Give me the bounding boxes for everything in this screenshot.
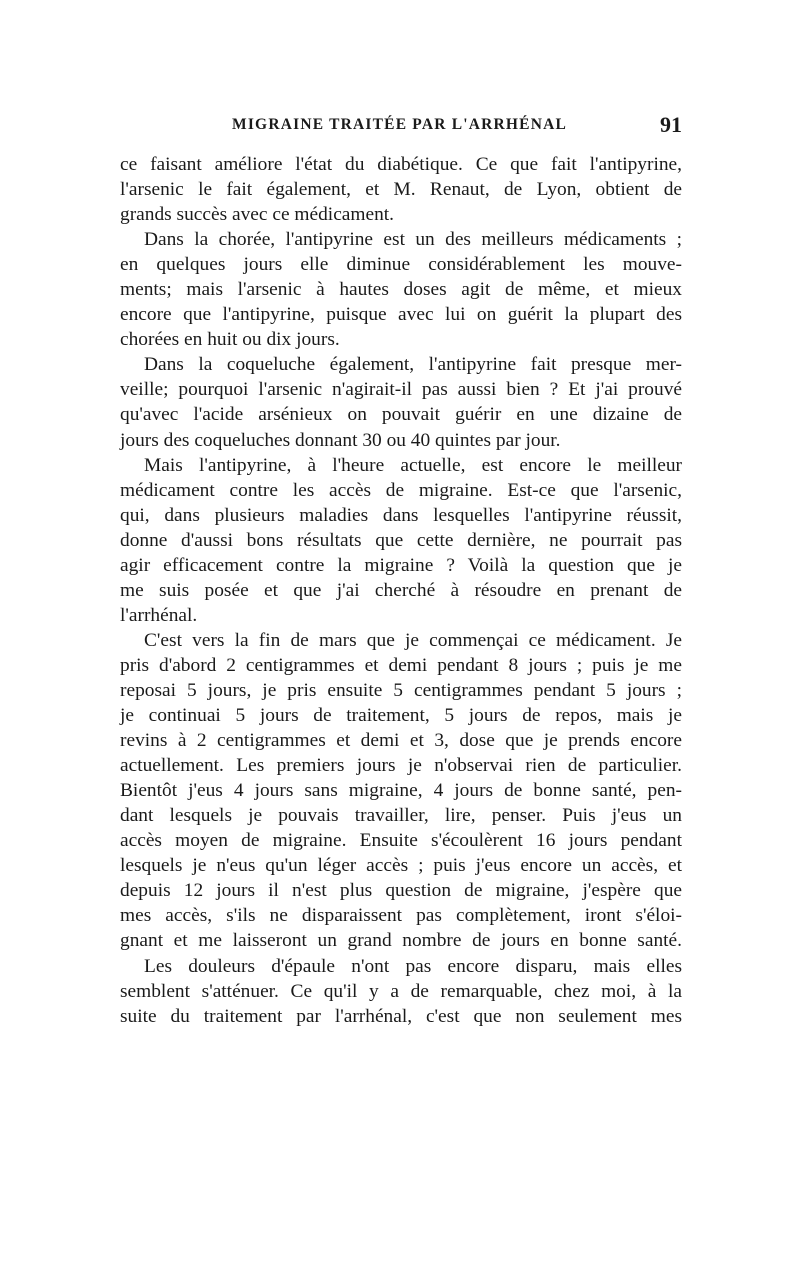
text-line: Dans la chorée, l'antipyrine est un des meilleurs médicaments ;	[144, 229, 682, 251]
page-number: 91	[660, 112, 682, 137]
text-line: mes accès, s'ils ne disparaissent pas complètement, iront s'éloi-	[120, 905, 682, 927]
text-line: gnant et me laisseront un grand nombre de jours en bonne santé.	[120, 930, 682, 952]
body-text	[120, 152, 682, 1029]
text-line: depuis 12 jours il n'est plus question de migraine, j'espère que	[120, 880, 682, 902]
running-head	[120, 112, 682, 140]
text-line: grands succès avec ce médicament.	[120, 204, 395, 226]
text-line: lesquels je n'eus qu'un léger accès ; puis j'eus encore un accès, et	[120, 855, 682, 877]
text-line: me suis posée et que j'ai cherché à résoudre en prenant de	[120, 579, 682, 601]
text-line: encore que l'antipyrine, puisque avec lui on guérit la plupart des	[120, 304, 682, 326]
text-line: Les douleurs d'épaule n'ont pas encore disparu, mais elles	[144, 955, 682, 977]
running-title: MIGRAINE TRAITÉE PAR L'ARRHÉNAL	[232, 116, 568, 133]
text-line: suite du traitement par l'arrhénal, c'est que non seulement mes	[120, 1005, 682, 1027]
text-line: veille; pourquoi l'arsenic n'agirait-il pas aussi bien ? Et j'ai prouvé	[120, 379, 682, 401]
text-line: jours des coqueluches donnant 30 ou 40 quintes par jour.	[120, 429, 561, 451]
text-line: qu'avec l'acide arsénieux on pouvait guérir en une dizaine de	[120, 404, 682, 426]
text-line: qui, dans plusieurs maladies dans lesquelles l'antipyrine réussit,	[120, 504, 682, 526]
text-line: l'arsenic le fait également, et M. Renaut, de Lyon, obtient de	[120, 179, 682, 201]
text-line: je continuai 5 jours de traitement, 5 jours de repos, mais je	[120, 705, 682, 727]
text-line: agir efficacement contre la migraine ? Voilà la question que je	[120, 554, 682, 576]
text-line: chorées en huit ou dix jours.	[120, 329, 340, 351]
text-line: ce faisant améliore l'état du diabétique. Ce que fait l'antipyrine,	[120, 154, 682, 175]
text-line: Bientôt j'eus 4 jours sans migraine, 4 jours de bonne santé, pen-	[120, 780, 682, 802]
text-line: dant lesquels je pouvais travailler, lire, penser. Puis j'eus un	[120, 805, 682, 827]
text-line: semblent s'atténuer. Ce qu'il y a de remarquable, chez moi, à la	[120, 980, 682, 1002]
text-line: ments; mais l'arsenic à hautes doses agit de même, et mieux	[120, 279, 682, 301]
text-line: reposai 5 jours, je pris ensuite 5 centigrammes pendant 5 jours ;	[120, 679, 682, 701]
text-line: l'arrhénal.	[120, 604, 198, 626]
text-line: revins à 2 centigrammes et demi et 3, dose que je prends encore	[120, 730, 682, 752]
text-line: Dans la coqueluche également, l'antipyrine fait presque mer-	[144, 354, 682, 376]
text-line: en quelques jours elle diminue considérablement les mouve-	[120, 254, 682, 276]
text-line: pris d'abord 2 centigrammes et demi pendant 8 jours ; puis je me	[120, 654, 682, 676]
text-line: Mais l'antipyrine, à l'heure actuelle, est encore le meilleur	[144, 454, 682, 476]
text-line: donne d'aussi bons résultats que cette dernière, ne pourrait pas	[120, 529, 682, 551]
text-line: accès moyen de migraine. Ensuite s'écoulèrent 16 jours pendant	[120, 830, 682, 852]
text-line: C'est vers la fin de mars que je commençai ce médicament. Je	[144, 629, 682, 651]
text-line: médicament contre les accès de migraine. Est-ce que l'arsenic,	[120, 479, 682, 501]
text-line: actuellement. Les premiers jours je n'observai rien de particulier.	[120, 755, 682, 777]
